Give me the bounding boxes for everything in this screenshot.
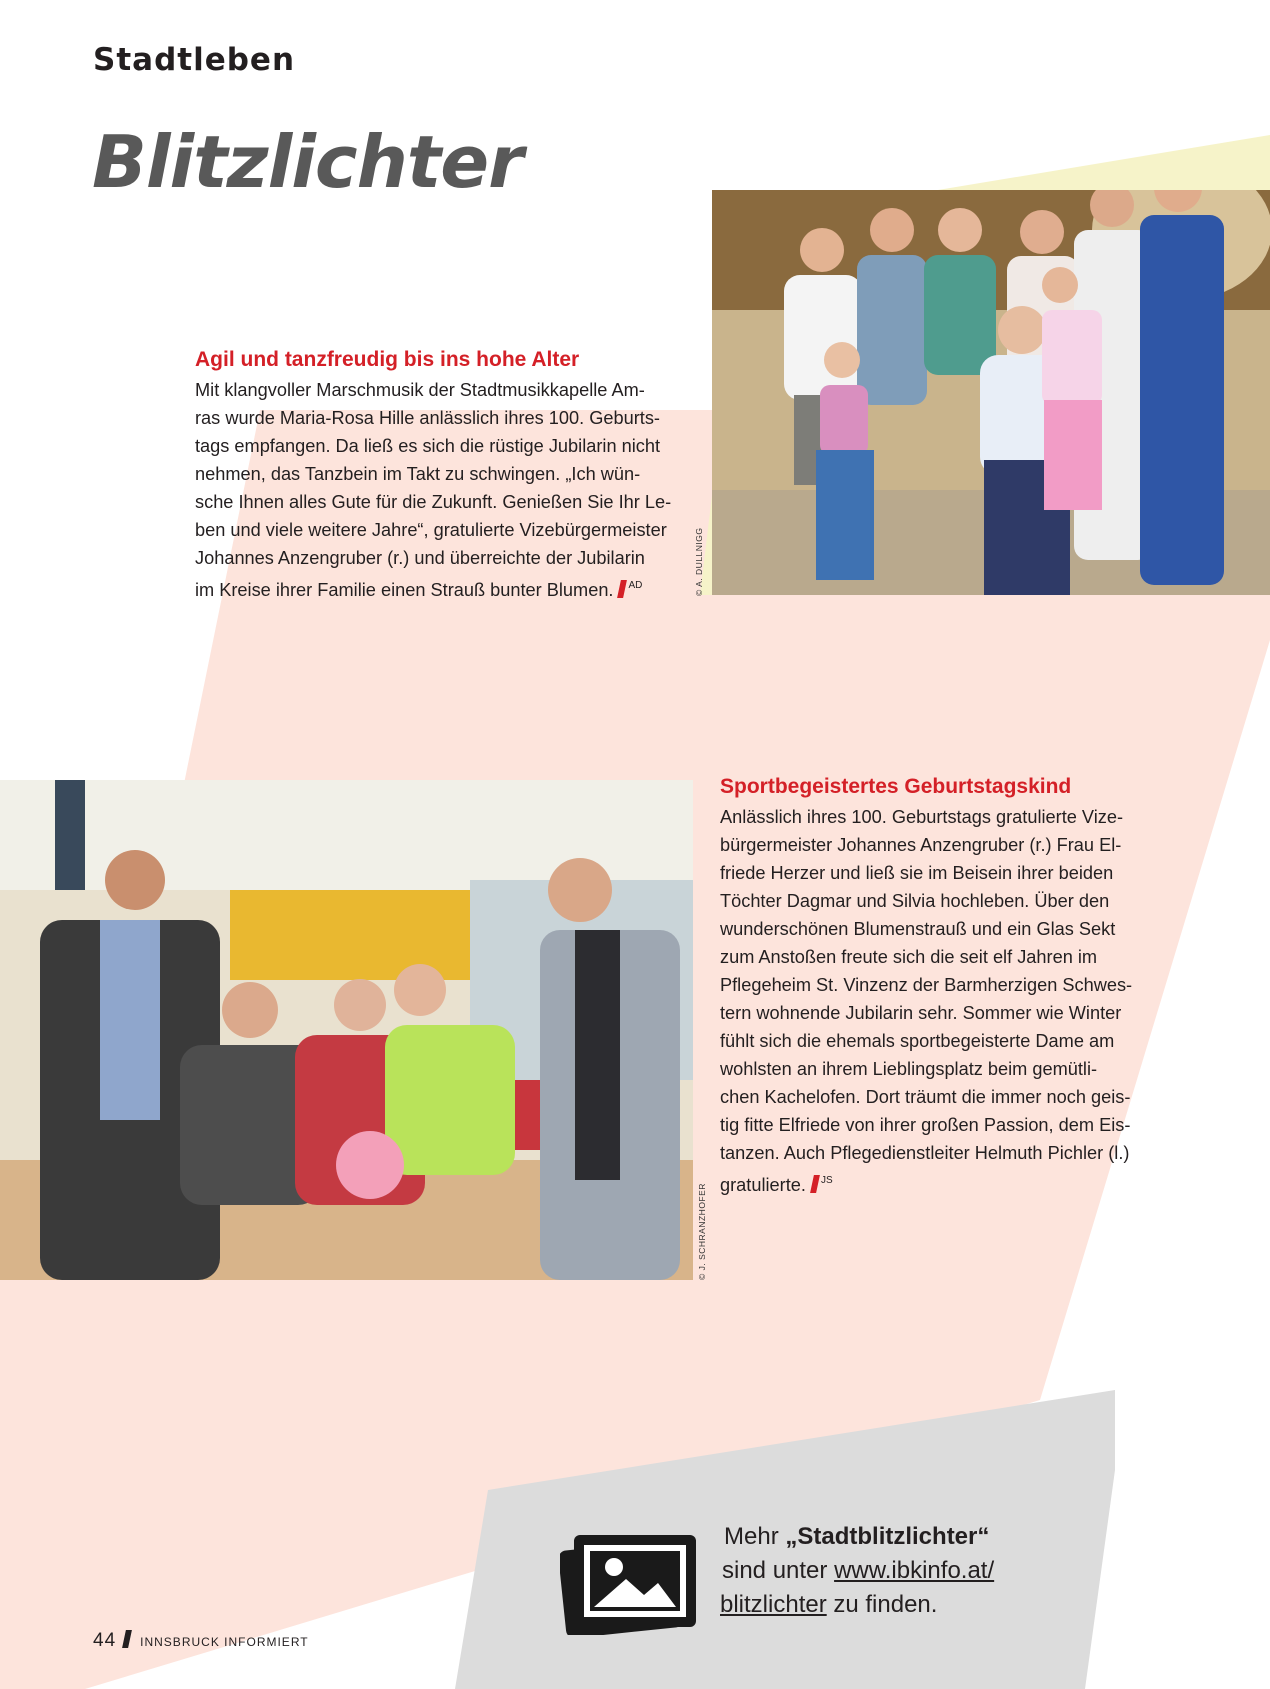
article-2-line: tig fitte Elfriede von ihrer großen Passion, dem Eis- — [720, 1115, 1131, 1135]
article-2-line: wohlsten an ihrem Lieblingsplatz beim gemütli- — [720, 1059, 1098, 1079]
article-1-line: Mit klangvoller Marschmusik der Stadtmusikkapelle Am- — [195, 380, 645, 400]
article-2-line: friede Herzer und ließ sie im Beisein ihrer beiden — [720, 863, 1114, 883]
end-mark-icon — [618, 580, 628, 598]
promo-line-1 — [724, 1520, 1100, 1554]
footer-slash-icon — [122, 1630, 132, 1648]
article-1-heading: Agil und tanzfreudig bis ins hohe Alter — [195, 348, 580, 371]
promo-line-3-suffix: zu finden. — [826, 1591, 938, 1618]
page-title: Blitzlichter — [92, 120, 523, 204]
article-2-line: chen Kachelofen. Dort träumt die immer noch geis- — [720, 1087, 1131, 1107]
promo-link-continued[interactable]: blitzlichter — [720, 1591, 827, 1618]
article-1-line: Johannes Anzengruber (r.) und überreichte der Jubilarin — [195, 548, 645, 568]
article-1-line: ras wurde Maria-Rosa Hille anlässlich ihres 100. Geburts- — [195, 408, 660, 428]
article-2-line: Töchter Dagmar und Silvia hochleben. Über den — [720, 891, 1110, 911]
article-2-body — [720, 803, 1180, 1199]
article-2-line: Pflegeheim St. Vinzenz der Barmherzigen Schwes- — [720, 975, 1133, 995]
article-1-line: ben und viele weitere Jahre“, gratulierte Vizebürgermeister — [195, 520, 667, 540]
promo-text — [720, 1520, 1100, 1622]
article-1-line: nehmen, das Tanzbein im Takt zu schwingen. „Ich wün- — [195, 464, 641, 484]
article-2-line: gratulierte. — [720, 1175, 806, 1195]
end-mark-icon — [810, 1175, 820, 1193]
promo-line-2-prefix: sind unter — [722, 1557, 835, 1584]
article-2-line: Anlässlich ihres 100. Geburtstags gratulierte Vize- — [720, 807, 1124, 827]
article-2-line: tanzen. Auch Pflegedienstleiter Helmuth Pichler (l.) — [720, 1143, 1130, 1163]
photo-credit-2: © J. SCHRANZHOFER — [697, 1183, 707, 1280]
article-2-line: zum Anstoßen freute sich die seit elf Jahren im — [720, 947, 1098, 967]
page-number: 44 — [93, 1630, 117, 1651]
page-footer — [93, 1630, 309, 1652]
article-1-line: sche Ihnen alles Gute für die Zukunft. Genießen Sie Ihr Le- — [195, 492, 672, 512]
article-1-line: im Kreise ihrer Familie einen Strauß bunter Blumen. — [195, 580, 614, 600]
article-2-line: fühlt sich die ehemals sportbegeisterte Dame am — [720, 1031, 1115, 1051]
photo-birthday-celebration — [0, 780, 693, 1280]
article-1-body — [195, 376, 685, 604]
promo-line-1-prefix: Mehr — [724, 1523, 786, 1550]
photo-credit-1: © A. DULLNIGG — [694, 527, 704, 596]
article-2 — [720, 775, 1180, 1199]
publication-name: INNSBRUCK INFORMIERT — [140, 1635, 309, 1649]
article-1-line: tags empfangen. Da ließ es sich die rüstige Jubilarin nicht — [195, 436, 661, 456]
promo-line-2 — [722, 1554, 1100, 1588]
author-initials: AD — [628, 580, 643, 591]
photo-family-group — [712, 190, 1270, 595]
promo-highlight: „Stadtblitzlichter“ — [785, 1523, 990, 1550]
section-label: Stadtleben — [93, 42, 296, 78]
article-1 — [195, 348, 685, 604]
article-2-heading: Sportbegeistertes Geburtstagskind — [720, 775, 1072, 798]
article-2-line: tern wohnende Jubilarin sehr. Sommer wie Winter — [720, 1003, 1122, 1023]
article-2-line: bürgermeister Johannes Anzengruber (r.) Frau El- — [720, 835, 1122, 855]
article-2-line: wunderschönen Blumenstrauß und ein Glas Sekt — [720, 919, 1116, 939]
promo-link[interactable]: www.ibkinfo.at/ — [834, 1557, 995, 1584]
promo-line-3 — [720, 1588, 1100, 1622]
image-gallery-icon — [560, 1525, 700, 1635]
author-initials: JS — [820, 1175, 833, 1186]
